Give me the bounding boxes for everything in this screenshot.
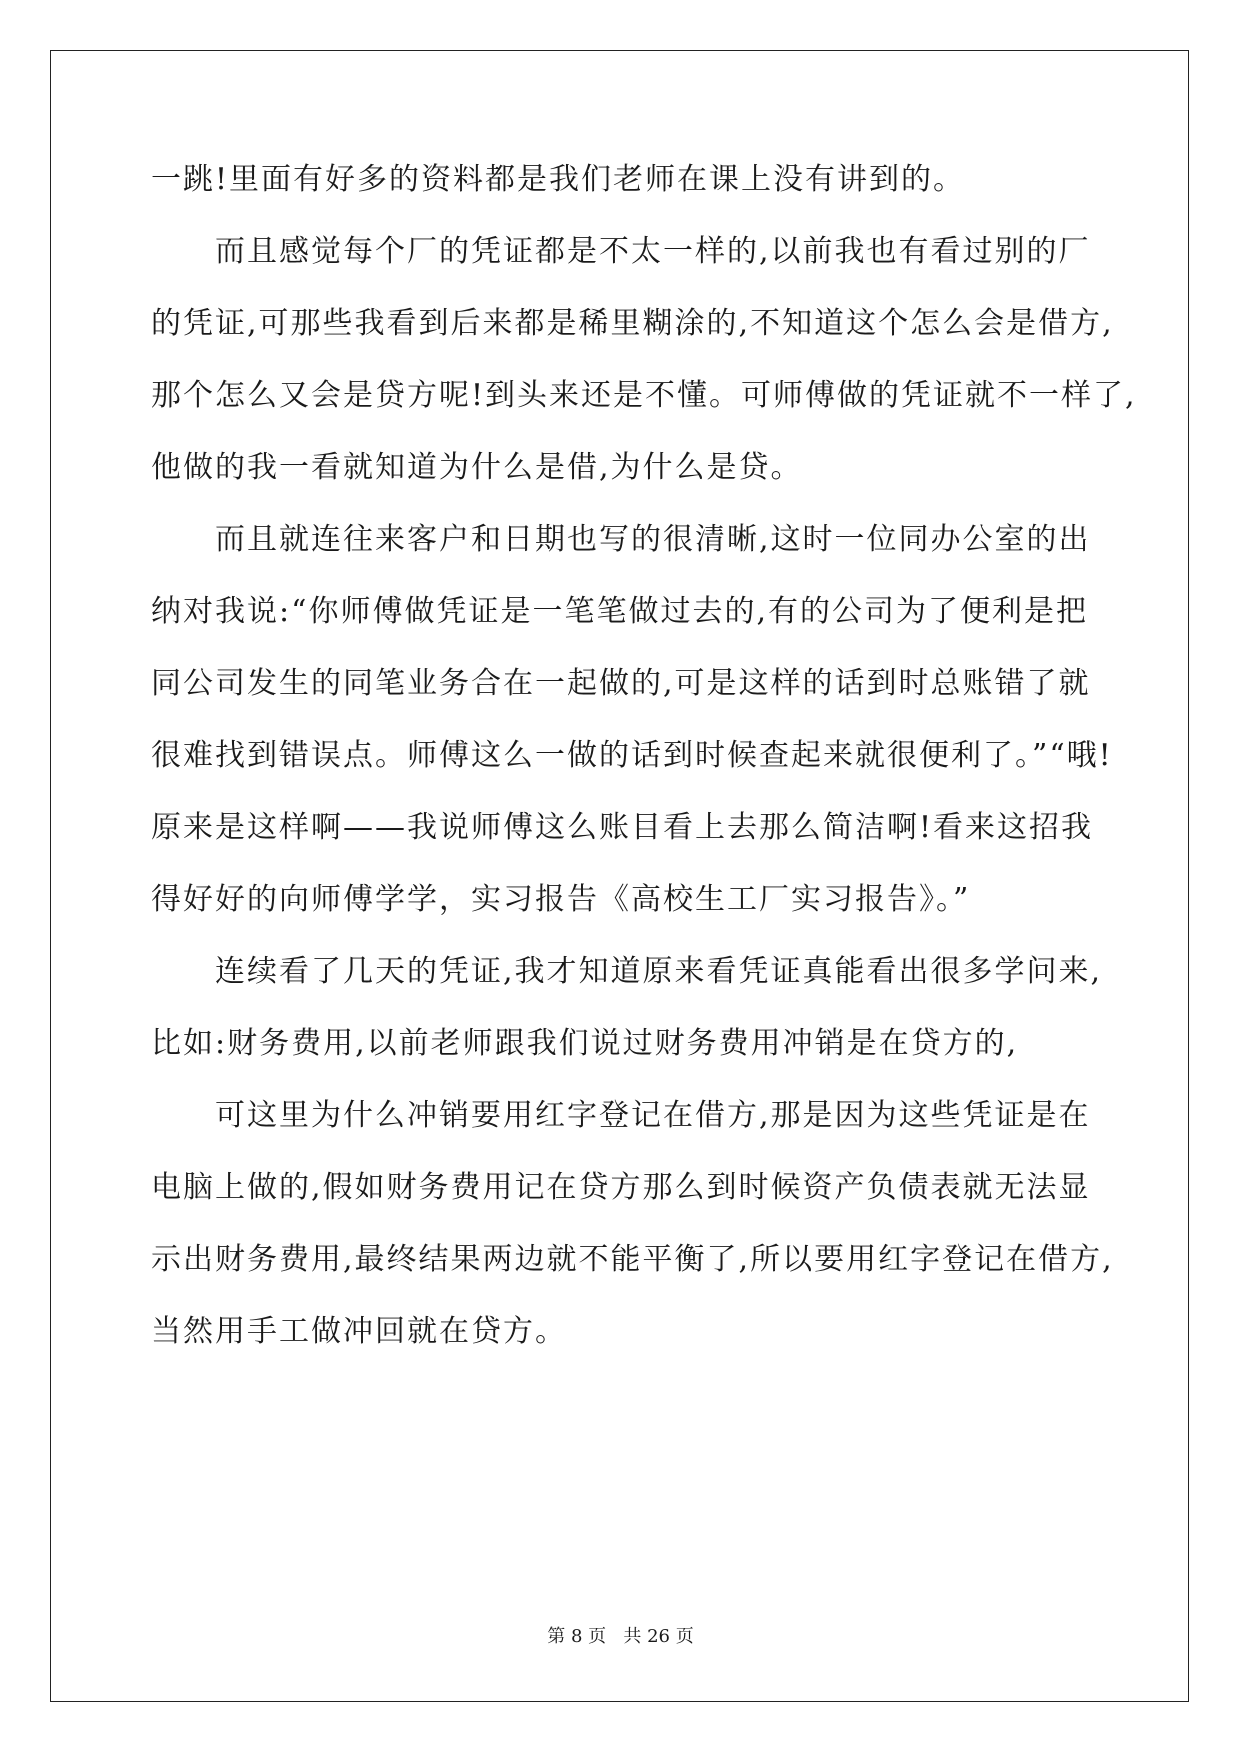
page-total: 共 26 页 [623, 1626, 694, 1647]
text-line: 当然用手工做冲回就在贷方。 [151, 1314, 567, 1349]
paragraph-first-line: 而且感觉每个厂的凭证都是不太一样的,以前我也有看过别的厂 [215, 234, 1091, 269]
text-line: 一跳!里面有好多的资料都是我们老师在课上没有讲到的。 [151, 162, 966, 197]
text-line: 电脑上做的,假如财务费用记在贷方那么到时候资产负债表就无法显 [151, 1170, 1091, 1205]
text-line: 比如:财务费用,以前老师跟我们说过财务费用冲销是在贷方的, [151, 1026, 1019, 1061]
text-line: 纳对我说:“你师傅做凭证是一笔笔做过去的,有的公司为了便利是把 [151, 594, 1088, 629]
text-line: 他做的我一看就知道为什么是借,为什么是贷。 [151, 450, 803, 485]
text-line: 原来是这样啊——我说师傅这么账目看上去那么简洁啊!看来这招我 [151, 810, 1094, 845]
paragraph-first-line: 可这里为什么冲销要用红字登记在借方,那是因为这些凭证是在 [215, 1098, 1091, 1133]
page-footer [0, 1625, 1241, 1649]
text-line: 示出财务费用,最终结果两边就不能平衡了,所以要用红字登记在借方, [151, 1242, 1114, 1277]
text-line: 那个怎么又会是贷方呢!到头来还是不懂。可师傅做的凭证就不一样了, [151, 378, 1137, 413]
page-border [50, 50, 1189, 1702]
paragraph-first-line: 而且就连往来客户和日期也写的很清晰,这时一位同办公室的出 [215, 522, 1091, 557]
text-line: 很难找到错误点。师傅这么一做的话到时候查起来就很便利了。”“哦! [151, 738, 1113, 773]
paragraph-first-line: 连续看了几天的凭证,我才知道原来看凭证真能看出很多学问来, [215, 954, 1103, 989]
text-line: 同公司发生的同笔业务合在一起做的,可是这样的话到时总账错了就 [151, 666, 1091, 701]
text-line: 得好好的向师傅学学，实习报告《高校生工厂实习报告》。” [151, 882, 971, 917]
text-line: 的凭证,可那些我看到后来都是稀里糊涂的,不知道这个怎么会是借方, [151, 306, 1114, 341]
page-number: 第 8 页 [547, 1626, 607, 1647]
